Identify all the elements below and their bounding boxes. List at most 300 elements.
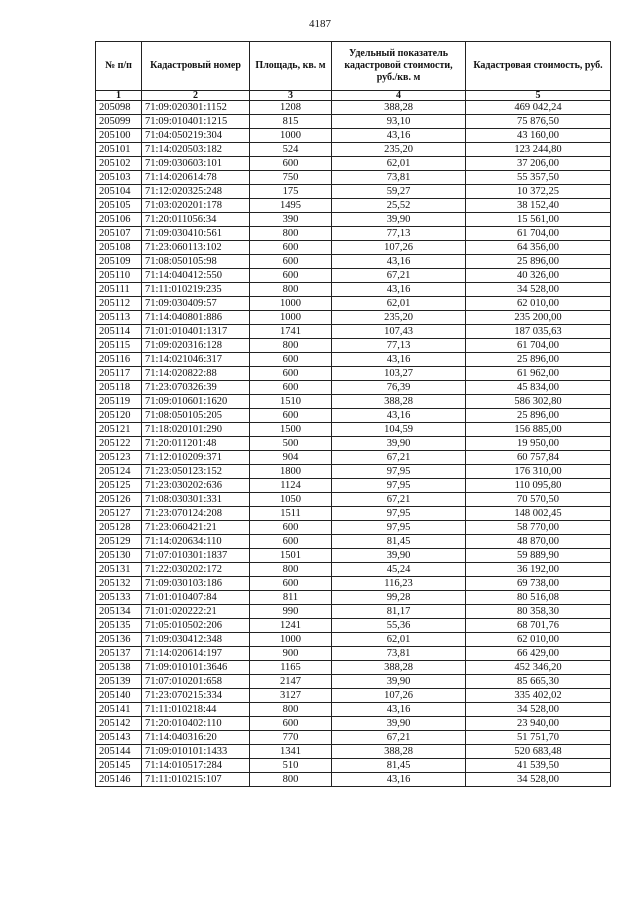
cadastral-value-cell: 34 528,00 bbox=[466, 773, 611, 787]
table-row bbox=[96, 283, 611, 297]
cadastral-value-cell: 176 310,00 bbox=[466, 465, 611, 479]
row-number-cell: 205119 bbox=[96, 395, 142, 409]
cadastral-number-cell: 71:14:020822:88 bbox=[142, 367, 250, 381]
column-number: 3 bbox=[250, 91, 332, 101]
row-number-cell: 205129 bbox=[96, 535, 142, 549]
row-number-cell: 205134 bbox=[96, 605, 142, 619]
cadastral-value-cell: 62 010,00 bbox=[466, 297, 611, 311]
table-row bbox=[96, 367, 611, 381]
area-cell: 390 bbox=[250, 213, 332, 227]
row-number-cell: 205136 bbox=[96, 633, 142, 647]
cadastral-value-cell: 187 035,63 bbox=[466, 325, 611, 339]
cadastral-number-cell: 71:23:070215:334 bbox=[142, 689, 250, 703]
unit-value-cell: 43,16 bbox=[332, 283, 466, 297]
cadastral-number-cell: 71:14:010517:284 bbox=[142, 759, 250, 773]
cadastral-value-cell: 148 002,45 bbox=[466, 507, 611, 521]
cadastral-value-cell: 123 244,80 bbox=[466, 143, 611, 157]
unit-value-cell: 107,43 bbox=[332, 325, 466, 339]
row-number-cell: 205144 bbox=[96, 745, 142, 759]
table-row bbox=[96, 731, 611, 745]
row-number-cell: 205113 bbox=[96, 311, 142, 325]
row-number-cell: 205143 bbox=[96, 731, 142, 745]
cadastral-number-cell: 71:18:020101:290 bbox=[142, 423, 250, 437]
row-number-cell: 205135 bbox=[96, 619, 142, 633]
cadastral-number-cell: 71:14:020503:182 bbox=[142, 143, 250, 157]
cadastral-value-cell: 36 192,00 bbox=[466, 563, 611, 577]
row-number-cell: 205126 bbox=[96, 493, 142, 507]
row-number-cell: 205137 bbox=[96, 647, 142, 661]
area-cell: 600 bbox=[250, 367, 332, 381]
cadastral-value-cell: 85 665,30 bbox=[466, 675, 611, 689]
cadastral-number-cell: 71:09:020301:1152 bbox=[142, 101, 250, 115]
cadastral-value-cell: 469 042,24 bbox=[466, 101, 611, 115]
cadastral-number-cell: 71:09:030103:186 bbox=[142, 577, 250, 591]
cadastral-number-cell: 71:20:010402:110 bbox=[142, 717, 250, 731]
table-row bbox=[96, 563, 611, 577]
cadastral-value-cell: 586 302,80 bbox=[466, 395, 611, 409]
unit-value-cell: 67,21 bbox=[332, 451, 466, 465]
area-cell: 175 bbox=[250, 185, 332, 199]
row-number-cell: 205098 bbox=[96, 101, 142, 115]
unit-value-cell: 73,81 bbox=[332, 647, 466, 661]
column-number: 5 bbox=[466, 91, 611, 101]
table-row bbox=[96, 115, 611, 129]
table-row bbox=[96, 717, 611, 731]
cadastral-value-cell: 40 326,00 bbox=[466, 269, 611, 283]
table-row bbox=[96, 395, 611, 409]
cadastral-number-cell: 71:09:030412:348 bbox=[142, 633, 250, 647]
cadastral-value-cell: 15 561,00 bbox=[466, 213, 611, 227]
area-cell: 1165 bbox=[250, 661, 332, 675]
cadastral-value-cell: 23 940,00 bbox=[466, 717, 611, 731]
table-row bbox=[96, 465, 611, 479]
cadastral-number-cell: 71:09:010101:3646 bbox=[142, 661, 250, 675]
area-cell: 1000 bbox=[250, 633, 332, 647]
area-cell: 500 bbox=[250, 437, 332, 451]
cadastral-number-cell: 71:09:010601:1620 bbox=[142, 395, 250, 409]
cadastral-number-cell: 71:09:030409:57 bbox=[142, 297, 250, 311]
row-number-cell: 205127 bbox=[96, 507, 142, 521]
area-cell: 600 bbox=[250, 577, 332, 591]
table-row bbox=[96, 241, 611, 255]
row-number-cell: 205115 bbox=[96, 339, 142, 353]
column-number: 2 bbox=[142, 91, 250, 101]
cadastral-number-cell: 71:08:030301:331 bbox=[142, 493, 250, 507]
row-number-cell: 205132 bbox=[96, 577, 142, 591]
unit-value-cell: 25,52 bbox=[332, 199, 466, 213]
unit-value-cell: 39,90 bbox=[332, 717, 466, 731]
area-cell: 800 bbox=[250, 563, 332, 577]
row-number-cell: 205123 bbox=[96, 451, 142, 465]
area-cell: 1501 bbox=[250, 549, 332, 563]
cadastral-value-cell: 452 346,20 bbox=[466, 661, 611, 675]
cadastral-number-cell: 71:23:060113:102 bbox=[142, 241, 250, 255]
cadastral-number-cell: 71:09:030410:561 bbox=[142, 227, 250, 241]
unit-value-cell: 67,21 bbox=[332, 731, 466, 745]
unit-value-cell: 81,45 bbox=[332, 759, 466, 773]
area-cell: 1800 bbox=[250, 465, 332, 479]
area-cell: 900 bbox=[250, 647, 332, 661]
cadastral-number-cell: 71:04:050219:304 bbox=[142, 129, 250, 143]
row-number-cell: 205140 bbox=[96, 689, 142, 703]
area-cell: 3127 bbox=[250, 689, 332, 703]
table-row bbox=[96, 661, 611, 675]
table-row bbox=[96, 773, 611, 787]
cadastral-value-cell: 41 539,50 bbox=[466, 759, 611, 773]
table-row bbox=[96, 535, 611, 549]
area-cell: 800 bbox=[250, 283, 332, 297]
cadastral-value-cell: 43 160,00 bbox=[466, 129, 611, 143]
header-row-number: № п/п bbox=[96, 42, 142, 91]
cadastral-value-cell: 80 358,30 bbox=[466, 605, 611, 619]
row-number-cell: 205145 bbox=[96, 759, 142, 773]
table-row bbox=[96, 437, 611, 451]
table-row bbox=[96, 521, 611, 535]
cadastral-number-cell: 71:07:010301:1837 bbox=[142, 549, 250, 563]
table-row bbox=[96, 507, 611, 521]
cadastral-number-cell: 71:23:060421:21 bbox=[142, 521, 250, 535]
unit-value-cell: 55,36 bbox=[332, 619, 466, 633]
unit-value-cell: 97,95 bbox=[332, 507, 466, 521]
area-cell: 1510 bbox=[250, 395, 332, 409]
row-number-cell: 205108 bbox=[96, 241, 142, 255]
unit-value-cell: 76,39 bbox=[332, 381, 466, 395]
unit-value-cell: 77,13 bbox=[332, 339, 466, 353]
unit-value-cell: 388,28 bbox=[332, 745, 466, 759]
unit-value-cell: 388,28 bbox=[332, 101, 466, 115]
area-cell: 524 bbox=[250, 143, 332, 157]
area-cell: 1000 bbox=[250, 297, 332, 311]
cadastral-value-cell: 70 570,50 bbox=[466, 493, 611, 507]
cadastral-value-cell: 61 962,00 bbox=[466, 367, 611, 381]
unit-value-cell: 77,13 bbox=[332, 227, 466, 241]
cadastral-number-cell: 71:09:030603:101 bbox=[142, 157, 250, 171]
row-number-cell: 205120 bbox=[96, 409, 142, 423]
cadastral-number-cell: 71:14:040316:20 bbox=[142, 731, 250, 745]
row-number-cell: 205116 bbox=[96, 353, 142, 367]
table-row bbox=[96, 255, 611, 269]
cadastral-table bbox=[95, 41, 611, 787]
cadastral-number-cell: 71:14:040412:550 bbox=[142, 269, 250, 283]
row-number-cell: 205131 bbox=[96, 563, 142, 577]
cadastral-number-cell: 71:03:020201:178 bbox=[142, 199, 250, 213]
area-cell: 600 bbox=[250, 381, 332, 395]
table-row bbox=[96, 605, 611, 619]
row-number-cell: 205139 bbox=[96, 675, 142, 689]
area-cell: 600 bbox=[250, 269, 332, 283]
page-number: 4187 bbox=[309, 18, 331, 30]
row-number-cell: 205141 bbox=[96, 703, 142, 717]
unit-value-cell: 43,16 bbox=[332, 703, 466, 717]
unit-value-cell: 388,28 bbox=[332, 661, 466, 675]
area-cell: 1341 bbox=[250, 745, 332, 759]
area-cell: 600 bbox=[250, 241, 332, 255]
table-row bbox=[96, 381, 611, 395]
header-area: Площадь, кв. м bbox=[250, 42, 332, 91]
row-number-cell: 205100 bbox=[96, 129, 142, 143]
unit-value-cell: 43,16 bbox=[332, 773, 466, 787]
cadastral-value-cell: 51 751,70 bbox=[466, 731, 611, 745]
table-row bbox=[96, 339, 611, 353]
unit-value-cell: 39,90 bbox=[332, 675, 466, 689]
unit-value-cell: 99,28 bbox=[332, 591, 466, 605]
area-cell: 600 bbox=[250, 353, 332, 367]
row-number-cell: 205117 bbox=[96, 367, 142, 381]
table-row bbox=[96, 325, 611, 339]
cadastral-value-cell: 61 704,00 bbox=[466, 227, 611, 241]
unit-value-cell: 39,90 bbox=[332, 437, 466, 451]
cadastral-number-cell: 71:22:030202:172 bbox=[142, 563, 250, 577]
table-row bbox=[96, 157, 611, 171]
cadastral-value-cell: 110 095,80 bbox=[466, 479, 611, 493]
table-row bbox=[96, 633, 611, 647]
cadastral-value-cell: 61 704,00 bbox=[466, 339, 611, 353]
header-cadastral-number: Кадастровый номер bbox=[142, 42, 250, 91]
column-number-row bbox=[96, 91, 611, 101]
table-row bbox=[96, 101, 611, 115]
cadastral-value-cell: 10 372,25 bbox=[466, 185, 611, 199]
area-cell: 1000 bbox=[250, 129, 332, 143]
area-cell: 1000 bbox=[250, 311, 332, 325]
row-number-cell: 205118 bbox=[96, 381, 142, 395]
area-cell: 1741 bbox=[250, 325, 332, 339]
row-number-cell: 205122 bbox=[96, 437, 142, 451]
unit-value-cell: 67,21 bbox=[332, 493, 466, 507]
cadastral-number-cell: 71:09:010401:1215 bbox=[142, 115, 250, 129]
area-cell: 750 bbox=[250, 171, 332, 185]
area-cell: 1511 bbox=[250, 507, 332, 521]
cadastral-number-cell: 71:14:020614:78 bbox=[142, 171, 250, 185]
table-row bbox=[96, 269, 611, 283]
table-row bbox=[96, 759, 611, 773]
row-number-cell: 205112 bbox=[96, 297, 142, 311]
unit-value-cell: 43,16 bbox=[332, 129, 466, 143]
cadastral-value-cell: 64 356,00 bbox=[466, 241, 611, 255]
table-row bbox=[96, 311, 611, 325]
unit-value-cell: 67,21 bbox=[332, 269, 466, 283]
table-row bbox=[96, 409, 611, 423]
unit-value-cell: 104,59 bbox=[332, 423, 466, 437]
table-row bbox=[96, 129, 611, 143]
cadastral-value-cell: 58 770,00 bbox=[466, 521, 611, 535]
table-row bbox=[96, 619, 611, 633]
row-number-cell: 205107 bbox=[96, 227, 142, 241]
row-number-cell: 205133 bbox=[96, 591, 142, 605]
table-row bbox=[96, 423, 611, 437]
cadastral-number-cell: 71:01:010401:1317 bbox=[142, 325, 250, 339]
unit-value-cell: 81,45 bbox=[332, 535, 466, 549]
cadastral-value-cell: 75 876,50 bbox=[466, 115, 611, 129]
table-row bbox=[96, 647, 611, 661]
unit-value-cell: 97,95 bbox=[332, 479, 466, 493]
cadastral-number-cell: 71:12:010209:371 bbox=[142, 451, 250, 465]
table-row bbox=[96, 703, 611, 717]
area-cell: 2147 bbox=[250, 675, 332, 689]
unit-value-cell: 93,10 bbox=[332, 115, 466, 129]
row-number-cell: 205104 bbox=[96, 185, 142, 199]
cadastral-value-cell: 34 528,00 bbox=[466, 283, 611, 297]
cadastral-number-cell: 71:14:021046:317 bbox=[142, 353, 250, 367]
cadastral-value-cell: 25 896,00 bbox=[466, 409, 611, 423]
table-row bbox=[96, 227, 611, 241]
cadastral-number-cell: 71:08:050105:205 bbox=[142, 409, 250, 423]
cadastral-value-cell: 59 889,90 bbox=[466, 549, 611, 563]
cadastral-number-cell: 71:11:010218:44 bbox=[142, 703, 250, 717]
cadastral-number-cell: 71:14:020634:110 bbox=[142, 535, 250, 549]
row-number-cell: 205099 bbox=[96, 115, 142, 129]
cadastral-value-cell: 335 402,02 bbox=[466, 689, 611, 703]
table-row bbox=[96, 213, 611, 227]
cadastral-value-cell: 62 010,00 bbox=[466, 633, 611, 647]
cadastral-number-cell: 71:01:020222:21 bbox=[142, 605, 250, 619]
row-number-cell: 205125 bbox=[96, 479, 142, 493]
area-cell: 904 bbox=[250, 451, 332, 465]
row-number-cell: 205111 bbox=[96, 283, 142, 297]
cadastral-value-cell: 34 528,00 bbox=[466, 703, 611, 717]
row-number-cell: 205121 bbox=[96, 423, 142, 437]
cadastral-number-cell: 71:12:020325:248 bbox=[142, 185, 250, 199]
cadastral-number-cell: 71:05:010502:206 bbox=[142, 619, 250, 633]
area-cell: 1241 bbox=[250, 619, 332, 633]
unit-value-cell: 116,23 bbox=[332, 577, 466, 591]
area-cell: 600 bbox=[250, 521, 332, 535]
unit-value-cell: 107,26 bbox=[332, 241, 466, 255]
table-row bbox=[96, 675, 611, 689]
cadastral-value-cell: 520 683,48 bbox=[466, 745, 611, 759]
area-cell: 770 bbox=[250, 731, 332, 745]
row-number-cell: 205128 bbox=[96, 521, 142, 535]
cadastral-value-cell: 19 950,00 bbox=[466, 437, 611, 451]
cadastral-value-cell: 55 357,50 bbox=[466, 171, 611, 185]
area-cell: 1495 bbox=[250, 199, 332, 213]
cadastral-number-cell: 71:09:020316:128 bbox=[142, 339, 250, 353]
row-number-cell: 205105 bbox=[96, 199, 142, 213]
table-row bbox=[96, 493, 611, 507]
unit-value-cell: 73,81 bbox=[332, 171, 466, 185]
cadastral-value-cell: 235 200,00 bbox=[466, 311, 611, 325]
area-cell: 815 bbox=[250, 115, 332, 129]
cadastral-value-cell: 25 896,00 bbox=[466, 255, 611, 269]
table-body bbox=[96, 101, 611, 787]
unit-value-cell: 388,28 bbox=[332, 395, 466, 409]
area-cell: 1500 bbox=[250, 423, 332, 437]
area-cell: 510 bbox=[250, 759, 332, 773]
cadastral-value-cell: 80 516,08 bbox=[466, 591, 611, 605]
area-cell: 800 bbox=[250, 227, 332, 241]
unit-value-cell: 81,17 bbox=[332, 605, 466, 619]
area-cell: 600 bbox=[250, 157, 332, 171]
column-number: 1 bbox=[96, 91, 142, 101]
table-row bbox=[96, 199, 611, 213]
cadastral-number-cell: 71:01:010407:84 bbox=[142, 591, 250, 605]
area-cell: 800 bbox=[250, 339, 332, 353]
unit-value-cell: 62,01 bbox=[332, 297, 466, 311]
row-number-cell: 205130 bbox=[96, 549, 142, 563]
area-cell: 600 bbox=[250, 717, 332, 731]
table-row bbox=[96, 745, 611, 759]
cadastral-number-cell: 71:09:010101:1433 bbox=[142, 745, 250, 759]
row-number-cell: 205101 bbox=[96, 143, 142, 157]
area-cell: 600 bbox=[250, 255, 332, 269]
unit-value-cell: 97,95 bbox=[332, 465, 466, 479]
cadastral-value-cell: 25 896,00 bbox=[466, 353, 611, 367]
cadastral-value-cell: 156 885,00 bbox=[466, 423, 611, 437]
cadastral-number-cell: 71:11:010215:107 bbox=[142, 773, 250, 787]
row-number-cell: 205138 bbox=[96, 661, 142, 675]
row-number-cell: 205124 bbox=[96, 465, 142, 479]
header-unit-value: Удельный показатель кадастровой стоимости, руб./кв. м bbox=[332, 42, 466, 91]
unit-value-cell: 43,16 bbox=[332, 409, 466, 423]
cadastral-value-cell: 66 429,00 bbox=[466, 647, 611, 661]
area-cell: 600 bbox=[250, 409, 332, 423]
cadastral-value-cell: 68 701,76 bbox=[466, 619, 611, 633]
cadastral-number-cell: 71:23:070124:208 bbox=[142, 507, 250, 521]
area-cell: 800 bbox=[250, 773, 332, 787]
row-number-cell: 205114 bbox=[96, 325, 142, 339]
row-number-cell: 205146 bbox=[96, 773, 142, 787]
unit-value-cell: 97,95 bbox=[332, 521, 466, 535]
unit-value-cell: 39,90 bbox=[332, 549, 466, 563]
unit-value-cell: 107,26 bbox=[332, 689, 466, 703]
table-row bbox=[96, 479, 611, 493]
cadastral-number-cell: 71:08:050105:98 bbox=[142, 255, 250, 269]
unit-value-cell: 43,16 bbox=[332, 255, 466, 269]
unit-value-cell: 39,90 bbox=[332, 213, 466, 227]
cadastral-number-cell: 71:14:040801:886 bbox=[142, 311, 250, 325]
unit-value-cell: 103,27 bbox=[332, 367, 466, 381]
table-row bbox=[96, 353, 611, 367]
cadastral-number-cell: 71:20:011056:34 bbox=[142, 213, 250, 227]
cadastral-number-cell: 71:20:011201:48 bbox=[142, 437, 250, 451]
unit-value-cell: 235,20 bbox=[332, 143, 466, 157]
area-cell: 990 bbox=[250, 605, 332, 619]
unit-value-cell: 62,01 bbox=[332, 633, 466, 647]
column-number: 4 bbox=[332, 91, 466, 101]
row-number-cell: 205110 bbox=[96, 269, 142, 283]
row-number-cell: 205102 bbox=[96, 157, 142, 171]
area-cell: 1208 bbox=[250, 101, 332, 115]
cadastral-number-cell: 71:23:070326:39 bbox=[142, 381, 250, 395]
table-row bbox=[96, 171, 611, 185]
header-row bbox=[96, 42, 611, 91]
row-number-cell: 205103 bbox=[96, 171, 142, 185]
area-cell: 1124 bbox=[250, 479, 332, 493]
header-cadastral-value: Кадастровая стоимость, руб. bbox=[466, 42, 611, 91]
cadastral-number-cell: 71:07:010201:658 bbox=[142, 675, 250, 689]
table-row bbox=[96, 591, 611, 605]
cadastral-value-cell: 37 206,00 bbox=[466, 157, 611, 171]
unit-value-cell: 45,24 bbox=[332, 563, 466, 577]
table-row bbox=[96, 185, 611, 199]
cadastral-value-cell: 45 834,00 bbox=[466, 381, 611, 395]
cadastral-number-cell: 71:23:050123:152 bbox=[142, 465, 250, 479]
row-number-cell: 205106 bbox=[96, 213, 142, 227]
cadastral-value-cell: 38 152,40 bbox=[466, 199, 611, 213]
table-row bbox=[96, 451, 611, 465]
cadastral-value-cell: 69 738,00 bbox=[466, 577, 611, 591]
area-cell: 1050 bbox=[250, 493, 332, 507]
cadastral-number-cell: 71:23:030202:636 bbox=[142, 479, 250, 493]
table-row bbox=[96, 549, 611, 563]
area-cell: 800 bbox=[250, 703, 332, 717]
unit-value-cell: 62,01 bbox=[332, 157, 466, 171]
table-row bbox=[96, 297, 611, 311]
cadastral-number-cell: 71:14:020614:197 bbox=[142, 647, 250, 661]
row-number-cell: 205109 bbox=[96, 255, 142, 269]
area-cell: 600 bbox=[250, 535, 332, 549]
cadastral-value-cell: 60 757,84 bbox=[466, 451, 611, 465]
row-number-cell: 205142 bbox=[96, 717, 142, 731]
